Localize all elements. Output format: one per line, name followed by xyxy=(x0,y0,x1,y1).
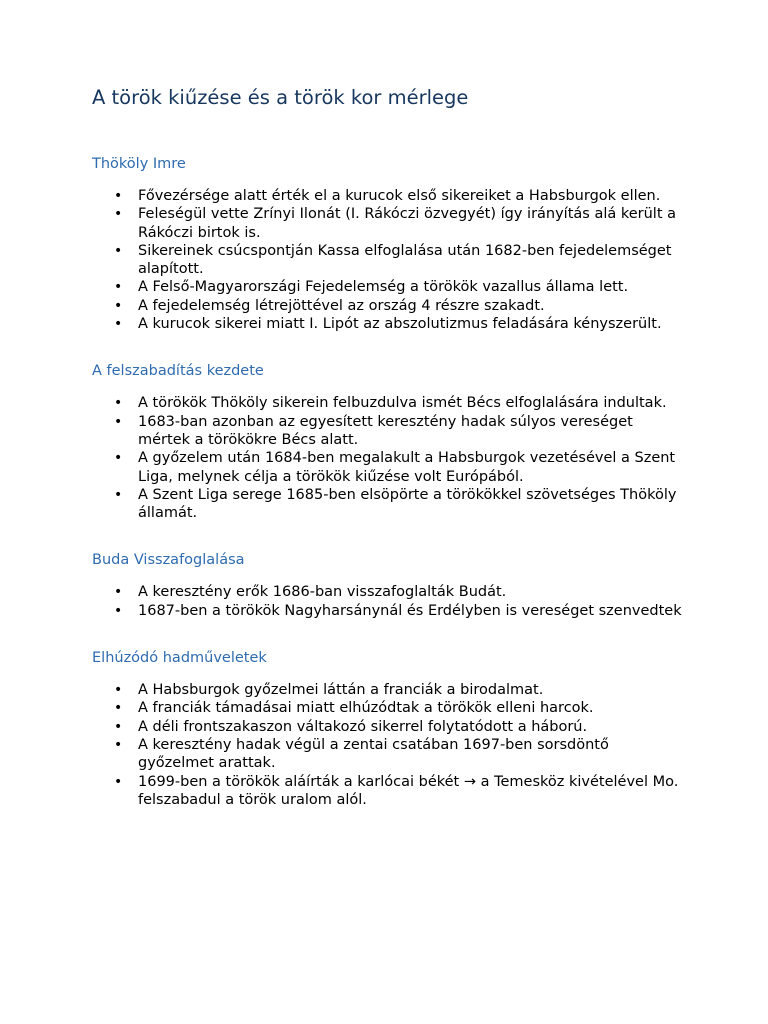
bullet-icon: • xyxy=(114,773,123,790)
list-item xyxy=(92,413,682,450)
list-item xyxy=(92,583,682,601)
bullet-icon: • xyxy=(114,486,123,503)
section-felszabaditas-kezdete xyxy=(92,361,682,522)
list-item-text: A Felső-Magyarországi Fejedelemség a törökök vazallus állama lett. xyxy=(138,279,629,296)
list-item xyxy=(92,602,682,620)
bullet-list xyxy=(92,394,682,522)
list-item-text: A Habsburgok győzelmei láttán a franciák a birodalmat. xyxy=(138,682,544,699)
section-heading: Thököly Imre xyxy=(92,156,186,172)
section-heading: Elhúzódó hadműveletek xyxy=(92,650,267,667)
list-item-text: Feleségül vette Zrínyi Ilonát (I. Rákóczi özvegyét) így irányítás alá került a Rákóczi birtok is. xyxy=(138,206,677,241)
section-heading: Buda Visszafoglalása xyxy=(92,552,245,569)
list-item xyxy=(92,699,682,717)
bullet-icon: • xyxy=(114,413,123,430)
list-item-text: A déli frontszakaszon váltakozó sikerrel folytatódott a háború. xyxy=(138,718,588,735)
bullet-list xyxy=(92,187,682,333)
list-item-text: A franciák támadásai miatt elhúzódtak a törökök elleni harcok. xyxy=(138,700,594,717)
list-item xyxy=(92,297,682,315)
bullet-icon: • xyxy=(114,188,123,204)
bullet-icon: • xyxy=(114,297,123,314)
section-thokoly-imre xyxy=(92,154,682,333)
list-item xyxy=(92,486,682,523)
document-page xyxy=(92,84,682,809)
list-item xyxy=(92,718,682,736)
list-item-text: A törökök Thököly sikerein felbuzdulva ismét Bécs elfoglalására indultak. xyxy=(138,395,667,412)
bullet-icon: • xyxy=(114,450,123,467)
list-item xyxy=(92,278,682,296)
list-item xyxy=(92,205,682,242)
bullet-list xyxy=(92,681,682,809)
bullet-icon: • xyxy=(114,316,123,333)
bullet-icon: • xyxy=(114,718,123,735)
list-item-text: A keresztény erők 1686-ban visszafoglalták Budát. xyxy=(138,584,507,601)
bullet-icon: • xyxy=(114,279,123,296)
document-title: A török kiűzése és a török kor mérlege xyxy=(92,86,469,109)
list-item xyxy=(92,681,682,699)
list-item xyxy=(92,315,682,333)
bullet-icon: • xyxy=(114,602,123,619)
section-heading: A felszabadítás kezdete xyxy=(92,363,264,380)
list-item xyxy=(92,394,682,412)
bullet-icon: • xyxy=(114,700,123,717)
bullet-icon: • xyxy=(114,736,123,753)
list-item-text: 1687-ben a törökök Nagyharsánynál és Erdélyben is vereséget szenvedtek xyxy=(138,602,682,619)
list-item-text: A Szent Liga serege 1685-ben elsöpörte a törökökkel szövetséges Thököly államát. xyxy=(138,486,677,522)
bullet-icon: • xyxy=(114,682,123,699)
bullet-list xyxy=(92,583,682,620)
list-item-text: Fővezérsége alatt érték el a kurucok első sikereiket a Habsburgok ellen. xyxy=(138,188,661,204)
bullet-icon: • xyxy=(114,242,123,259)
list-item-text: A kurucok sikerei miatt I. Lipót az abszolutizmus feladására kényszerült. xyxy=(138,316,662,333)
list-item-text: A keresztény hadak végül a zentai csatában 1697-ben sorsdöntő győzelmet arattak. xyxy=(138,736,609,772)
list-item-text: A fejedelemség létrejöttével az ország 4 részre szakadt. xyxy=(138,297,545,314)
section-buda-visszafoglalasa xyxy=(92,550,682,620)
list-item-text: 1699-ben a törökök aláírták a karlócai békét → a Temesköz kivételével Mo. felszabadul a török uralom alól. xyxy=(138,773,679,808)
list-item-text: A győzelem után 1684-ben megalakult a Habsburgok vezetésével a Szent Liga, melynek célja a törökök kiűzése volt Európából. xyxy=(138,450,676,485)
list-item xyxy=(92,773,682,810)
list-item xyxy=(92,187,682,205)
bullet-icon: • xyxy=(114,395,123,412)
list-item-text: Sikereinek csúcspontján Kassa elfoglalása után 1682-ben fejedelemséget alapított. xyxy=(138,242,672,278)
list-item xyxy=(92,449,682,486)
section-elhuzodo-hadmuveletek xyxy=(92,648,682,809)
bullet-icon: • xyxy=(114,584,123,601)
bullet-icon: • xyxy=(114,206,123,223)
list-item xyxy=(92,242,682,279)
list-item-text: 1683-ban azonban az egyesített keresztény hadak súlyos vereséget mértek a törökökre Bécs alatt. xyxy=(138,413,633,448)
list-item xyxy=(92,736,682,773)
